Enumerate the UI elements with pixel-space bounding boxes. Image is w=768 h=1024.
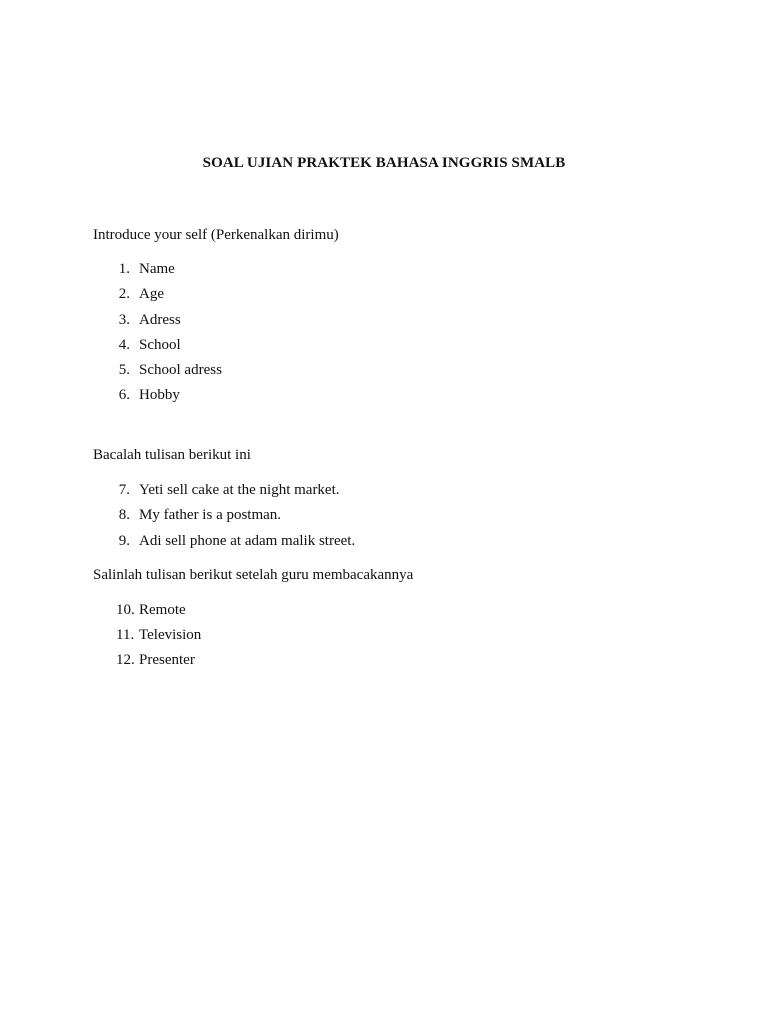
item-number: 3. — [118, 312, 130, 328]
item-text: Hobby — [139, 387, 180, 403]
item-number: 8. — [118, 507, 130, 523]
section-heading-introduce: Introduce your self (Perkenalkan dirimu) — [93, 227, 339, 243]
item-text: Adress — [139, 312, 181, 328]
item-number: 6. — [118, 387, 130, 403]
item-text: Television — [139, 627, 202, 643]
item-number: 11. — [116, 627, 135, 643]
page-title: SOAL UJIAN PRAKTEK BAHASA INGGRIS SMALB — [202, 155, 566, 171]
item-number: 5. — [118, 362, 130, 378]
item-number: 1. — [118, 261, 130, 277]
item-text: School — [139, 337, 181, 353]
item-number: 7. — [118, 482, 130, 498]
item-text: Remote — [139, 602, 186, 618]
item-number: 9. — [118, 533, 130, 549]
item-number: 10. — [116, 602, 135, 618]
item-text: My father is a postman. — [139, 507, 282, 523]
item-text: Presenter — [139, 652, 195, 668]
item-number: 2. — [118, 286, 130, 302]
section-heading-salinlah: Salinlah tulisan berikut setelah guru membacakannya — [93, 567, 414, 583]
section-heading-bacalah: Bacalah tulisan berikut ini — [93, 447, 251, 463]
item-text: Yeti sell cake at the night market. — [139, 482, 340, 498]
item-number: 12. — [116, 652, 135, 668]
item-text: Adi sell phone at adam malik street. — [139, 533, 356, 549]
item-text: Name — [139, 261, 175, 277]
item-text: School adress — [139, 362, 222, 378]
item-number: 4. — [118, 337, 130, 353]
item-text: Age — [139, 286, 164, 302]
